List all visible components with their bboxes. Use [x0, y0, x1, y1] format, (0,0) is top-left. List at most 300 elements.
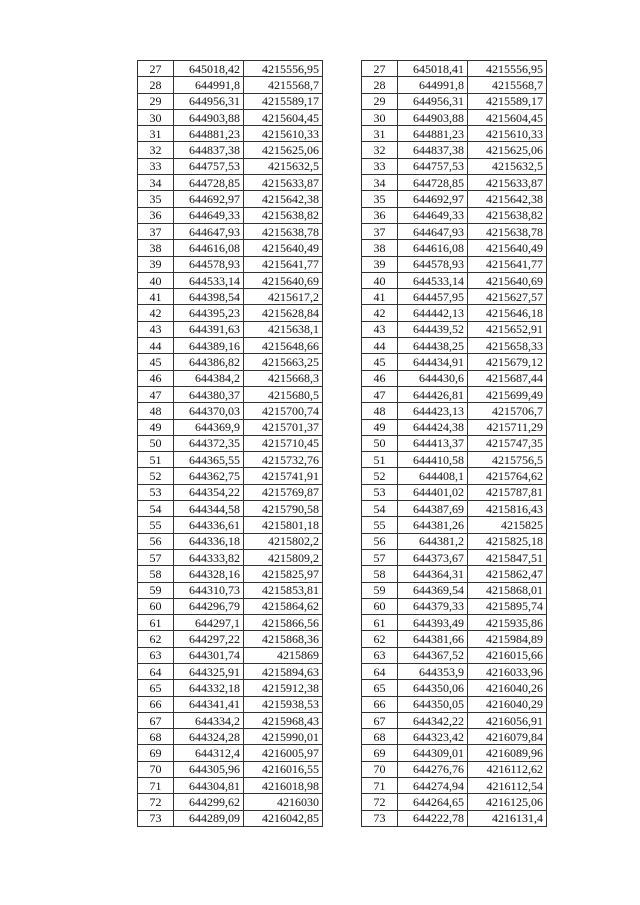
- x-coordinate: 644310,73: [174, 582, 244, 598]
- point-number: 47: [362, 386, 398, 402]
- table-row: [362, 484, 547, 500]
- y-coordinate: 4215638,78: [244, 223, 323, 239]
- y-coordinate: 4215604,45: [468, 109, 547, 125]
- point-number: 56: [362, 533, 398, 549]
- table-row: [138, 615, 323, 631]
- y-coordinate: 4215802,2: [244, 533, 323, 549]
- y-coordinate: 4215641,77: [468, 256, 547, 272]
- table-row: [138, 109, 323, 125]
- y-coordinate: 4215568,7: [244, 77, 323, 93]
- y-coordinate: 4215556,95: [244, 61, 323, 77]
- point-number: 60: [138, 598, 174, 614]
- y-coordinate: 4215862,47: [468, 566, 547, 582]
- point-number: 54: [138, 501, 174, 517]
- y-coordinate: 4216112,54: [468, 778, 547, 794]
- y-coordinate: 4215756,5: [468, 452, 547, 468]
- table-row: [362, 794, 547, 810]
- x-coordinate: 644372,35: [174, 435, 244, 451]
- point-number: 49: [362, 419, 398, 435]
- x-coordinate: 644578,93: [398, 256, 468, 272]
- table-row: [362, 501, 547, 517]
- x-coordinate: 644381,26: [398, 517, 468, 533]
- y-coordinate: 4215625,06: [468, 142, 547, 158]
- table-row: [138, 647, 323, 663]
- table-row: [362, 272, 547, 288]
- x-coordinate: 644647,93: [398, 223, 468, 239]
- table-row: [362, 93, 547, 109]
- x-coordinate: 644426,81: [398, 386, 468, 402]
- table-row: [362, 468, 547, 484]
- x-coordinate: 644323,42: [398, 729, 468, 745]
- x-coordinate: 644881,23: [398, 126, 468, 142]
- x-coordinate: 644386,82: [174, 354, 244, 370]
- y-coordinate: 4215617,2: [244, 289, 323, 305]
- y-coordinate: 4216015,66: [468, 647, 547, 663]
- x-coordinate: 644381,2: [398, 533, 468, 549]
- point-number: 31: [138, 126, 174, 142]
- point-number: 36: [362, 207, 398, 223]
- y-coordinate: 4215825,97: [244, 566, 323, 582]
- point-number: 66: [138, 696, 174, 712]
- point-number: 39: [138, 256, 174, 272]
- y-coordinate: 4216005,97: [244, 745, 323, 761]
- y-coordinate: 4215710,45: [244, 435, 323, 451]
- table-row: [362, 289, 547, 305]
- y-coordinate: 4215790,58: [244, 501, 323, 517]
- x-coordinate: 644408,1: [398, 468, 468, 484]
- point-number: 27: [138, 61, 174, 77]
- point-number: 31: [362, 126, 398, 142]
- y-coordinate: 4215610,33: [244, 126, 323, 142]
- table-row: [362, 696, 547, 712]
- y-coordinate: 4215633,87: [468, 175, 547, 191]
- table-row: [138, 501, 323, 517]
- x-coordinate: 644276,76: [398, 761, 468, 777]
- x-coordinate: 644395,23: [174, 305, 244, 321]
- point-number: 29: [362, 93, 398, 109]
- y-coordinate: 4215935,86: [468, 615, 547, 631]
- table-row: [362, 680, 547, 696]
- y-coordinate: 4215894,63: [244, 663, 323, 679]
- table-row: [138, 61, 323, 77]
- point-number: 59: [138, 582, 174, 598]
- table-row: [138, 403, 323, 419]
- table-row: [362, 631, 547, 647]
- point-number: 54: [362, 501, 398, 517]
- table-row: [138, 126, 323, 142]
- y-coordinate: 4216131,4: [468, 810, 547, 826]
- point-number: 64: [138, 663, 174, 679]
- y-coordinate: 4215610,33: [468, 126, 547, 142]
- x-coordinate: 644434,91: [398, 354, 468, 370]
- table-row: [138, 93, 323, 109]
- y-coordinate: 4215769,87: [244, 484, 323, 500]
- x-coordinate: 644369,9: [174, 419, 244, 435]
- point-number: 71: [362, 778, 398, 794]
- point-number: 38: [138, 240, 174, 256]
- table-row: [138, 680, 323, 696]
- table-row: [362, 663, 547, 679]
- x-coordinate: 644387,69: [398, 501, 468, 517]
- y-coordinate: 4215658,33: [468, 338, 547, 354]
- x-coordinate: 644296,79: [174, 598, 244, 614]
- x-coordinate: 644342,22: [398, 712, 468, 728]
- y-coordinate: 4215640,49: [468, 240, 547, 256]
- x-coordinate: 644903,88: [174, 109, 244, 125]
- point-number: 55: [362, 517, 398, 533]
- point-number: 46: [138, 370, 174, 386]
- table-row: [362, 223, 547, 239]
- y-coordinate: 4215764,62: [468, 468, 547, 484]
- table-row: [138, 191, 323, 207]
- table-row: [138, 794, 323, 810]
- x-coordinate: 644956,31: [398, 93, 468, 109]
- x-coordinate: 644334,2: [174, 712, 244, 728]
- table-row: [362, 533, 547, 549]
- x-coordinate: 644413,37: [398, 435, 468, 451]
- point-number: 67: [362, 712, 398, 728]
- point-number: 52: [138, 468, 174, 484]
- point-number: 51: [138, 452, 174, 468]
- point-number: 73: [138, 810, 174, 826]
- table-row: [138, 729, 323, 745]
- y-coordinate: 4216040,26: [468, 680, 547, 696]
- table-row: [138, 566, 323, 582]
- point-number: 65: [362, 680, 398, 696]
- point-number: 50: [138, 435, 174, 451]
- point-number: 43: [362, 321, 398, 337]
- y-coordinate: 4215589,17: [244, 93, 323, 109]
- x-coordinate: 644389,16: [174, 338, 244, 354]
- table-row: [138, 77, 323, 93]
- table-row: [362, 158, 547, 174]
- point-number: 63: [362, 647, 398, 663]
- point-number: 72: [138, 794, 174, 810]
- point-number: 41: [138, 289, 174, 305]
- y-coordinate: 4216089,96: [468, 745, 547, 761]
- y-coordinate: 4215699,49: [468, 386, 547, 402]
- table-row: [138, 484, 323, 500]
- y-coordinate: 4215816,43: [468, 501, 547, 517]
- point-number: 41: [362, 289, 398, 305]
- y-coordinate: 4215801,18: [244, 517, 323, 533]
- point-number: 58: [362, 566, 398, 582]
- x-coordinate: 644336,18: [174, 533, 244, 549]
- point-number: 67: [138, 712, 174, 728]
- x-coordinate: 644379,33: [398, 598, 468, 614]
- point-number: 69: [362, 745, 398, 761]
- y-coordinate: 4215912,38: [244, 680, 323, 696]
- point-number: 56: [138, 533, 174, 549]
- table-row: [362, 370, 547, 386]
- point-number: 27: [362, 61, 398, 77]
- table-row: [138, 305, 323, 321]
- x-coordinate: 644370,03: [174, 403, 244, 419]
- point-number: 28: [362, 77, 398, 93]
- table-row: [362, 175, 547, 191]
- y-coordinate: 4215741,91: [244, 468, 323, 484]
- point-number: 34: [362, 175, 398, 191]
- point-number: 68: [362, 729, 398, 745]
- point-number: 42: [138, 305, 174, 321]
- x-coordinate: 644362,75: [174, 468, 244, 484]
- point-number: 61: [138, 615, 174, 631]
- x-coordinate: 644837,38: [398, 142, 468, 158]
- point-number: 57: [362, 549, 398, 565]
- y-coordinate: 4215864,62: [244, 598, 323, 614]
- table-row: [362, 207, 547, 223]
- x-coordinate: 644222,78: [398, 810, 468, 826]
- table-row: [362, 354, 547, 370]
- point-number: 35: [362, 191, 398, 207]
- x-coordinate: 644328,16: [174, 566, 244, 582]
- table-row: [138, 175, 323, 191]
- point-number: 46: [362, 370, 398, 386]
- point-number: 40: [362, 272, 398, 288]
- point-number: 45: [362, 354, 398, 370]
- y-coordinate: 4215633,87: [244, 175, 323, 191]
- point-number: 37: [362, 223, 398, 239]
- x-coordinate: 644398,54: [174, 289, 244, 305]
- y-coordinate: 4215648,66: [244, 338, 323, 354]
- table-row: [138, 468, 323, 484]
- left-coordinates-table: [137, 60, 323, 827]
- x-coordinate: 644289,09: [174, 810, 244, 826]
- table-row: [138, 207, 323, 223]
- x-coordinate: 644616,08: [174, 240, 244, 256]
- table-row: [138, 533, 323, 549]
- x-coordinate: 644401,02: [398, 484, 468, 500]
- y-coordinate: 4215638,82: [468, 207, 547, 223]
- x-coordinate: 644344,58: [174, 501, 244, 517]
- y-coordinate: 4215642,38: [244, 191, 323, 207]
- point-number: 61: [362, 615, 398, 631]
- y-coordinate: 4216016,55: [244, 761, 323, 777]
- y-coordinate: 4215990,01: [244, 729, 323, 745]
- x-coordinate: 644903,88: [398, 109, 468, 125]
- y-coordinate: 4215640,69: [468, 272, 547, 288]
- x-coordinate: 644324,28: [174, 729, 244, 745]
- x-coordinate: 644373,67: [398, 549, 468, 565]
- x-coordinate: 644384,2: [174, 370, 244, 386]
- x-coordinate: 644353,9: [398, 663, 468, 679]
- x-coordinate: 644380,37: [174, 386, 244, 402]
- point-number: 39: [362, 256, 398, 272]
- x-coordinate: 644391,63: [174, 321, 244, 337]
- y-coordinate: 4215853,81: [244, 582, 323, 598]
- point-number: 50: [362, 435, 398, 451]
- x-coordinate: 644423,13: [398, 403, 468, 419]
- table-row: [138, 745, 323, 761]
- table-row: [138, 419, 323, 435]
- y-coordinate: 4215632,5: [244, 158, 323, 174]
- point-number: 62: [362, 631, 398, 647]
- point-number: 33: [362, 158, 398, 174]
- point-number: 60: [362, 598, 398, 614]
- point-number: 32: [362, 142, 398, 158]
- table-row: [362, 109, 547, 125]
- point-number: 29: [138, 93, 174, 109]
- y-coordinate: 4215556,95: [468, 61, 547, 77]
- point-number: 36: [138, 207, 174, 223]
- x-coordinate: 644332,18: [174, 680, 244, 696]
- table-row: [138, 696, 323, 712]
- point-number: 35: [138, 191, 174, 207]
- y-coordinate: 4215706,7: [468, 403, 547, 419]
- point-number: 53: [362, 484, 398, 500]
- point-number: 47: [138, 386, 174, 402]
- table-row: [362, 452, 547, 468]
- y-coordinate: 4215604,45: [244, 109, 323, 125]
- y-coordinate: 4215589,17: [468, 93, 547, 109]
- x-coordinate: 644350,06: [398, 680, 468, 696]
- y-coordinate: 4215642,38: [468, 191, 547, 207]
- x-coordinate: 644274,94: [398, 778, 468, 794]
- table-row: [138, 452, 323, 468]
- x-coordinate: 644430,6: [398, 370, 468, 386]
- point-number: 33: [138, 158, 174, 174]
- table-row: [362, 745, 547, 761]
- x-coordinate: 644365,55: [174, 452, 244, 468]
- x-coordinate: 644728,85: [398, 175, 468, 191]
- point-number: 70: [362, 761, 398, 777]
- x-coordinate: 644393,49: [398, 615, 468, 631]
- x-coordinate: 644333,82: [174, 549, 244, 565]
- y-coordinate: 4215663,25: [244, 354, 323, 370]
- x-coordinate: 644381,66: [398, 631, 468, 647]
- table-row: [138, 712, 323, 728]
- table-row: [362, 126, 547, 142]
- y-coordinate: 4216125,06: [468, 794, 547, 810]
- table-row: [362, 191, 547, 207]
- x-coordinate: 644956,31: [174, 93, 244, 109]
- y-coordinate: 4216040,29: [468, 696, 547, 712]
- x-coordinate: 644692,97: [398, 191, 468, 207]
- x-coordinate: 644264,65: [398, 794, 468, 810]
- y-coordinate: 4216030: [244, 794, 323, 810]
- x-coordinate: 644304,81: [174, 778, 244, 794]
- x-coordinate: 644533,14: [174, 272, 244, 288]
- y-coordinate: 4215646,18: [468, 305, 547, 321]
- y-coordinate: 4215711,29: [468, 419, 547, 435]
- point-number: 34: [138, 175, 174, 191]
- table-row: [362, 810, 547, 826]
- table-row: [138, 338, 323, 354]
- table-row: [362, 240, 547, 256]
- table-row: [362, 615, 547, 631]
- point-number: 49: [138, 419, 174, 435]
- y-coordinate: 4216018,98: [244, 778, 323, 794]
- table-row: [138, 663, 323, 679]
- point-number: 30: [138, 109, 174, 125]
- table-row: [138, 223, 323, 239]
- y-coordinate: 4216112,62: [468, 761, 547, 777]
- table-row: [362, 778, 547, 794]
- y-coordinate: 4215627,57: [468, 289, 547, 305]
- x-coordinate: 644369,54: [398, 582, 468, 598]
- x-coordinate: 645018,41: [398, 61, 468, 77]
- table-row: [362, 419, 547, 435]
- table-row: [138, 631, 323, 647]
- x-coordinate: 644350,05: [398, 696, 468, 712]
- x-coordinate: 644728,85: [174, 175, 244, 191]
- point-number: 55: [138, 517, 174, 533]
- table-row: [138, 761, 323, 777]
- table-row: [138, 810, 323, 826]
- x-coordinate: 644649,33: [174, 207, 244, 223]
- y-coordinate: 4215895,74: [468, 598, 547, 614]
- x-coordinate: 644336,61: [174, 517, 244, 533]
- y-coordinate: 4215628,84: [244, 305, 323, 321]
- x-coordinate: 644424,38: [398, 419, 468, 435]
- point-number: 68: [138, 729, 174, 745]
- point-number: 69: [138, 745, 174, 761]
- x-coordinate: 644442,13: [398, 305, 468, 321]
- point-number: 48: [362, 403, 398, 419]
- point-number: 66: [362, 696, 398, 712]
- point-number: 62: [138, 631, 174, 647]
- table-row: [362, 256, 547, 272]
- x-coordinate: 644578,93: [174, 256, 244, 272]
- y-coordinate: 4215652,91: [468, 321, 547, 337]
- x-coordinate: 644299,62: [174, 794, 244, 810]
- table-row: [362, 386, 547, 402]
- y-coordinate: 4215868,01: [468, 582, 547, 598]
- point-number: 64: [362, 663, 398, 679]
- y-coordinate: 4215984,89: [468, 631, 547, 647]
- table-row: [138, 598, 323, 614]
- x-coordinate: 644457,95: [398, 289, 468, 305]
- x-coordinate: 644305,96: [174, 761, 244, 777]
- point-number: 71: [138, 778, 174, 794]
- x-coordinate: 644439,52: [398, 321, 468, 337]
- point-number: 65: [138, 680, 174, 696]
- x-coordinate: 644309,01: [398, 745, 468, 761]
- x-coordinate: 644297,1: [174, 615, 244, 631]
- point-number: 48: [138, 403, 174, 419]
- point-number: 63: [138, 647, 174, 663]
- y-coordinate: 4215968,43: [244, 712, 323, 728]
- table-row: [362, 566, 547, 582]
- table-row: [138, 549, 323, 565]
- table-row: [138, 778, 323, 794]
- y-coordinate: 4216033,96: [468, 663, 547, 679]
- table-row: [138, 354, 323, 370]
- table-row: [362, 403, 547, 419]
- y-coordinate: 4215938,53: [244, 696, 323, 712]
- y-coordinate: 4215632,5: [468, 158, 547, 174]
- table-row: [362, 435, 547, 451]
- table-row: [138, 370, 323, 386]
- y-coordinate: 4215568,7: [468, 77, 547, 93]
- point-number: 40: [138, 272, 174, 288]
- table-row: [138, 321, 323, 337]
- x-coordinate: 644991,8: [174, 77, 244, 93]
- point-number: 37: [138, 223, 174, 239]
- x-coordinate: 644757,53: [398, 158, 468, 174]
- y-coordinate: 4216042,85: [244, 810, 323, 826]
- y-coordinate: 4215847,51: [468, 549, 547, 565]
- point-number: 58: [138, 566, 174, 582]
- table-row: [362, 321, 547, 337]
- table-row: [138, 435, 323, 451]
- y-coordinate: 4215687,44: [468, 370, 547, 386]
- x-coordinate: 645018,42: [174, 61, 244, 77]
- y-coordinate: 4215787,81: [468, 484, 547, 500]
- point-number: 52: [362, 468, 398, 484]
- x-coordinate: 644533,14: [398, 272, 468, 288]
- y-coordinate: 4215866,56: [244, 615, 323, 631]
